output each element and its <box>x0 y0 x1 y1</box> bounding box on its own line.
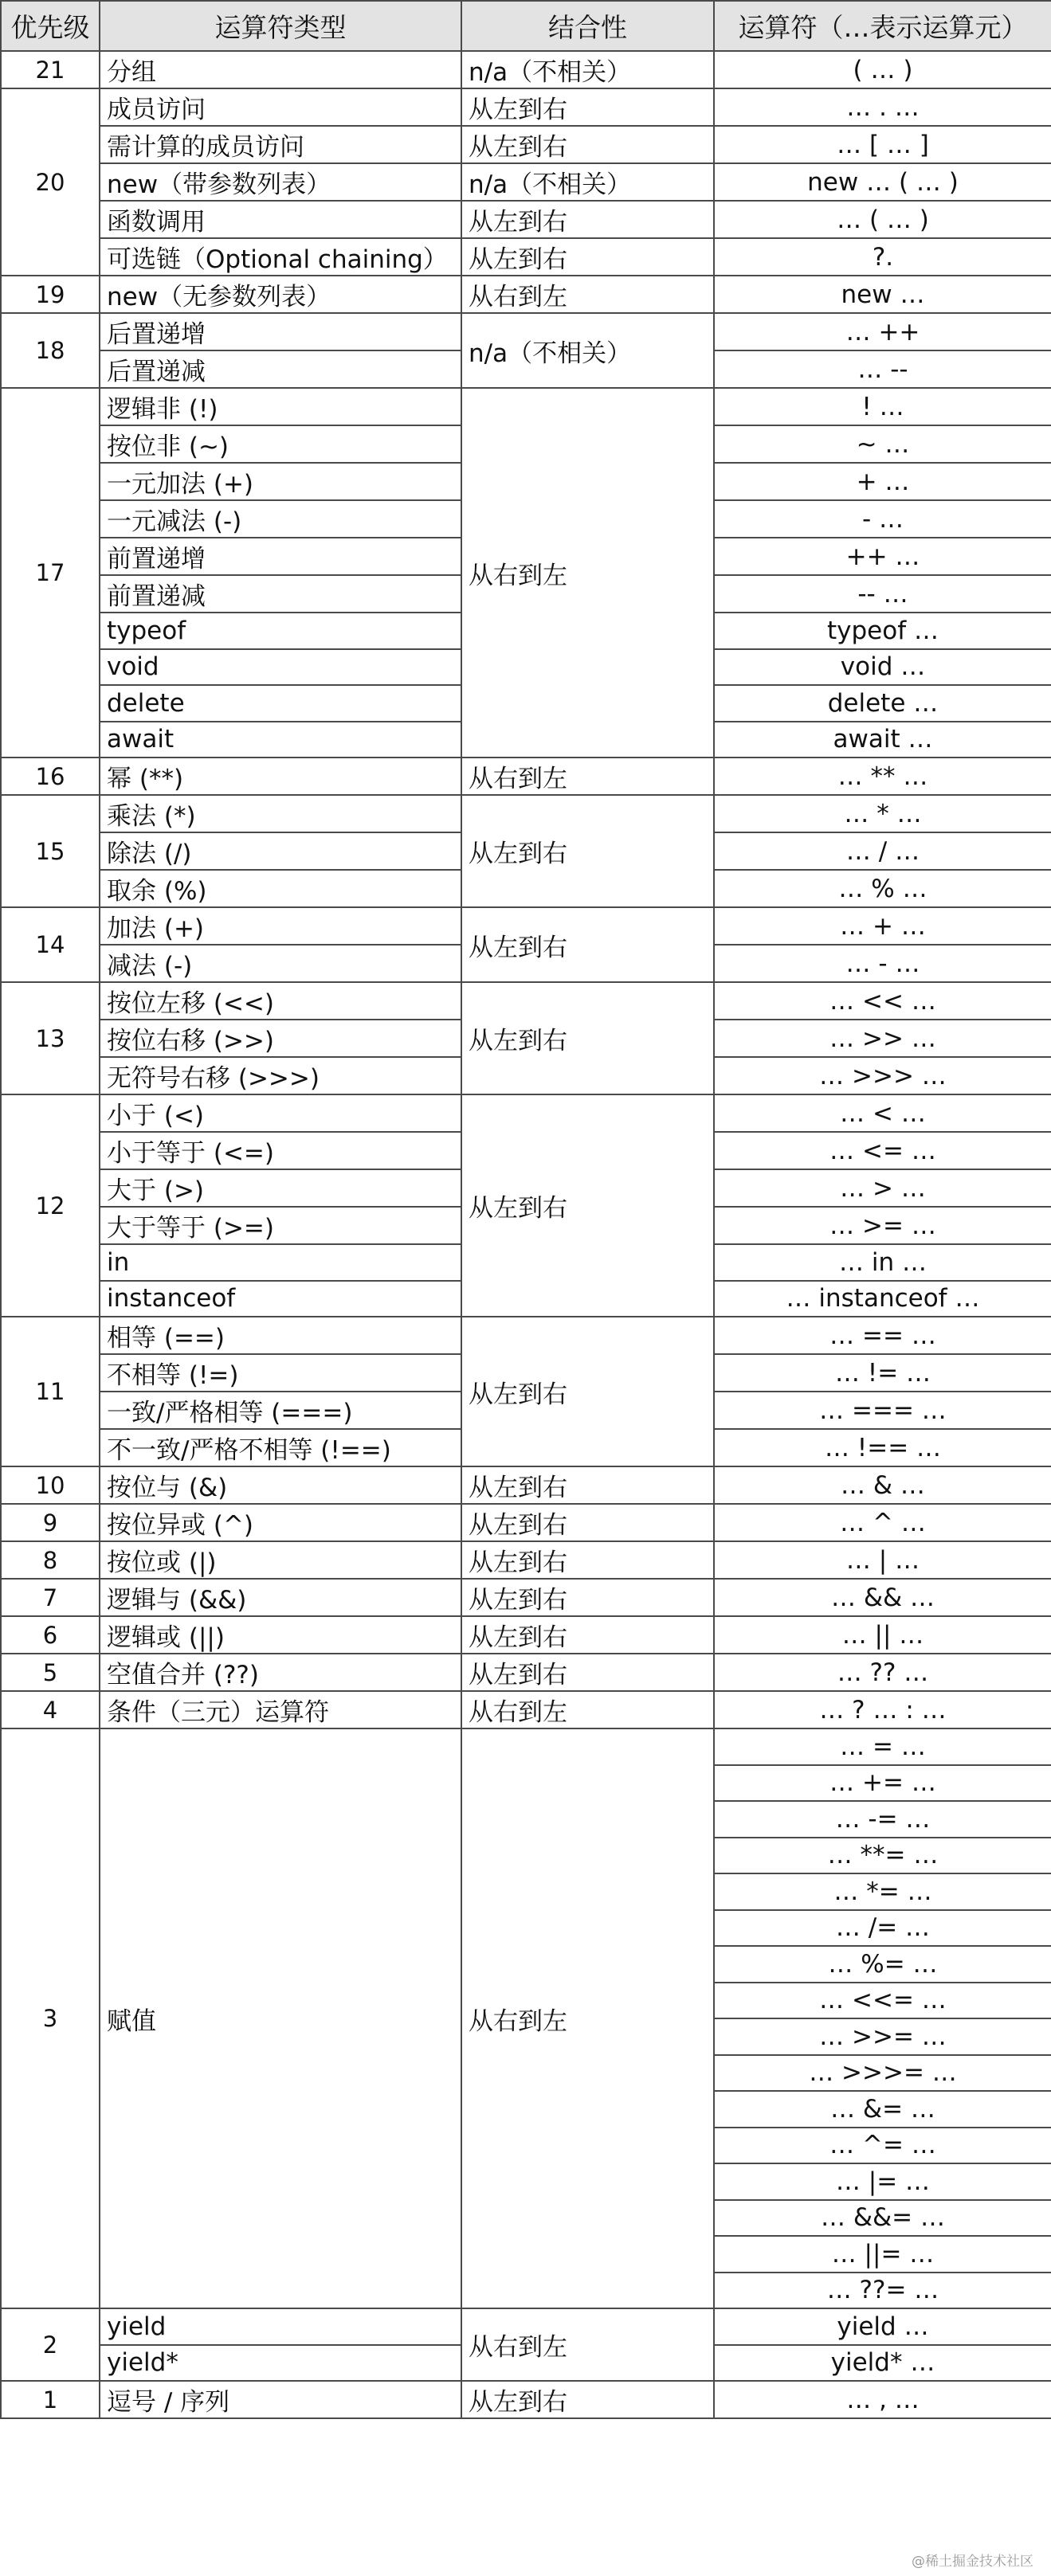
associativity-cell: 从左到右 <box>461 982 714 1094</box>
table-row <box>1 1541 1051 1579</box>
operator-syntax-cell: … === … <box>714 1392 1051 1429</box>
operator-syntax-cell: … -- <box>714 350 1051 388</box>
associativity-cell: 从左到右 <box>461 1541 714 1579</box>
precedence-cell: 1 <box>1 2381 100 2418</box>
operator-type-cell: 小于等于 (<=) <box>100 1132 461 1169</box>
operator-syntax-cell: delete … <box>714 685 1051 722</box>
table-row <box>1 313 1051 350</box>
operator-syntax-cell: … += … <box>714 1765 1051 1802</box>
operator-syntax-cell: … <<= … <box>714 1983 1051 2019</box>
operator-type-cell: 按位与 (&) <box>100 1466 461 1504</box>
associativity-cell: 从左到右 <box>461 88 714 126</box>
operator-type-cell: 需计算的成员访问 <box>100 126 461 163</box>
associativity-cell: 从右到左 <box>461 276 714 313</box>
operator-syntax-cell: new … <box>714 276 1051 313</box>
precedence-cell: 20 <box>1 88 100 276</box>
precedence-cell: 3 <box>1 1728 100 2308</box>
precedence-cell: 11 <box>1 1317 100 1466</box>
operator-syntax-cell: … ?? … <box>714 1654 1051 1691</box>
operator-syntax-cell: … /= … <box>714 1910 1051 1947</box>
associativity-cell: 从左到右 <box>461 1094 714 1317</box>
operator-syntax-cell: … instanceof … <box>714 1281 1051 1317</box>
associativity-cell: 从左到右 <box>461 1579 714 1616</box>
operator-type-cell: 小于 (<) <box>100 1094 461 1132</box>
operator-type-cell: new（无参数列表） <box>100 276 461 313</box>
operator-syntax-cell: … ??= … <box>714 2273 1051 2309</box>
operator-syntax-cell: … >>> … <box>714 1057 1051 1094</box>
operator-syntax-cell: … ++ <box>714 313 1051 350</box>
table-body <box>1 51 1051 2418</box>
operator-type-cell: 可选链（Optional chaining） <box>100 238 461 276</box>
operator-type-cell: new（带参数列表） <box>100 163 461 201</box>
operator-syntax-cell: … && … <box>714 1579 1051 1616</box>
operator-syntax-cell: - … <box>714 500 1051 538</box>
operator-syntax-cell: … |= … <box>714 2163 1051 2200</box>
operator-type-cell: 前置递增 <box>100 538 461 575</box>
table-row <box>1 1466 1051 1504</box>
associativity-cell: 从左到右 <box>461 795 714 907</box>
precedence-cell: 9 <box>1 1504 100 1541</box>
table-row <box>1 1317 1051 1354</box>
precedence-cell: 2 <box>1 2308 100 2381</box>
operator-type-cell: 除法 (/) <box>100 832 461 870</box>
operator-type-cell: 成员访问 <box>100 88 461 126</box>
operator-type-cell: instanceof <box>100 1281 461 1317</box>
operator-syntax-cell: … in … <box>714 1244 1051 1281</box>
header-operator: 运算符（…表示运算元） <box>714 1 1051 51</box>
table-row <box>1 388 1051 425</box>
associativity-cell: 从左到右 <box>461 126 714 163</box>
associativity-cell: 从左到右 <box>461 238 714 276</box>
operator-type-cell: 一元减法 (-) <box>100 500 461 538</box>
operator-type-cell: 按位非 (~) <box>100 425 461 463</box>
operator-type-cell: 后置递增 <box>100 313 461 350</box>
operator-syntax-cell: ++ … <box>714 538 1051 575</box>
operator-type-cell: 后置递减 <box>100 350 461 388</box>
operator-type-cell: 幂 (**) <box>100 758 461 795</box>
operator-syntax-cell: -- … <box>714 575 1051 613</box>
precedence-cell: 19 <box>1 276 100 313</box>
operator-syntax-cell: … == … <box>714 1317 1051 1354</box>
operator-syntax-cell: … . … <box>714 88 1051 126</box>
precedence-cell: 7 <box>1 1579 100 1616</box>
associativity-cell: n/a（不相关） <box>461 313 714 388</box>
operator-type-cell: 按位异或 (^) <box>100 1504 461 1541</box>
table-row <box>1 2308 1051 2345</box>
operator-syntax-cell: … != … <box>714 1354 1051 1392</box>
table-row <box>1 1094 1051 1132</box>
operator-type-cell: 大于 (>) <box>100 1169 461 1207</box>
table-row <box>1 2381 1051 2418</box>
operator-type-cell: 大于等于 (>=) <box>100 1207 461 1244</box>
precedence-cell: 8 <box>1 1541 100 1579</box>
table-row <box>1 1654 1051 1691</box>
operator-type-cell: 按位左移 (<<) <box>100 982 461 1020</box>
precedence-cell: 5 <box>1 1654 100 1691</box>
table-row <box>1 163 1051 201</box>
header-precedence: 优先级 <box>1 1 100 51</box>
operator-type-cell: 赋值 <box>100 1728 461 2308</box>
precedence-cell: 13 <box>1 982 100 1094</box>
operator-type-cell: 逻辑与 (&&) <box>100 1579 461 1616</box>
operator-type-cell: 分组 <box>100 51 461 88</box>
associativity-cell: 从右到左 <box>461 2308 714 2381</box>
precedence-cell: 6 <box>1 1616 100 1654</box>
precedence-cell: 16 <box>1 758 100 795</box>
operator-type-cell: 逗号 / 序列 <box>100 2381 461 2418</box>
operator-syntax-cell: … &= … <box>714 2091 1051 2128</box>
precedence-cell: 10 <box>1 1466 100 1504</box>
operator-type-cell: 取余 (%) <box>100 870 461 907</box>
table-row <box>1 795 1051 832</box>
operator-type-cell: 不一致/严格不相等 (!==) <box>100 1429 461 1466</box>
watermark: @稀土掘金技术社区 <box>912 2554 1033 2570</box>
associativity-cell: 从右到左 <box>461 758 714 795</box>
operator-type-cell: 函数调用 <box>100 201 461 238</box>
table-row <box>1 1691 1051 1728</box>
operator-type-cell: 逻辑或 (||) <box>100 1616 461 1654</box>
operator-syntax-cell: … || … <box>714 1616 1051 1654</box>
operator-syntax-cell: new … ( … ) <box>714 163 1051 201</box>
operator-syntax-cell: ~ … <box>714 425 1051 463</box>
operator-syntax-cell: ( … ) <box>714 51 1051 88</box>
operator-syntax-cell: await … <box>714 722 1051 758</box>
table-row <box>1 201 1051 238</box>
table-row <box>1 907 1051 945</box>
operator-syntax-cell: … ( … ) <box>714 201 1051 238</box>
precedence-cell: 4 <box>1 1691 100 1728</box>
operator-syntax-cell: yield* … <box>714 2345 1051 2382</box>
precedence-cell: 21 <box>1 51 100 88</box>
operator-syntax-cell: … **= … <box>714 1838 1051 1874</box>
operator-syntax-cell: + … <box>714 463 1051 500</box>
table-row <box>1 238 1051 276</box>
operator-syntax-cell: … &&= … <box>714 2200 1051 2237</box>
operator-syntax-cell: … >= … <box>714 1207 1051 1244</box>
operator-type-cell: 条件（三元）运算符 <box>100 1691 461 1728</box>
operator-syntax-cell: … <= … <box>714 1132 1051 1169</box>
operator-type-cell: typeof <box>100 613 461 649</box>
header-row <box>1 1 1051 51</box>
table-row <box>1 126 1051 163</box>
operator-syntax-cell: typeof … <box>714 613 1051 649</box>
table-row <box>1 1728 1051 1765</box>
table-row <box>1 51 1051 88</box>
table-header <box>1 1 1051 51</box>
operator-syntax-cell: … [ … ] <box>714 126 1051 163</box>
operator-type-cell: 乘法 (*) <box>100 795 461 832</box>
table-row <box>1 1579 1051 1616</box>
operator-syntax-cell: void … <box>714 649 1051 686</box>
operator-syntax-cell: … * … <box>714 795 1051 832</box>
operator-syntax-cell: yield … <box>714 2308 1051 2345</box>
precedence-cell: 17 <box>1 388 100 758</box>
operator-syntax-cell: … %= … <box>714 1946 1051 1983</box>
table-row <box>1 982 1051 1020</box>
operator-type-cell: in <box>100 1244 461 1281</box>
operator-type-cell: 不相等 (!=) <box>100 1354 461 1392</box>
operator-syntax-cell: … -= … <box>714 1801 1051 1838</box>
associativity-cell: 从左到右 <box>461 1317 714 1466</box>
precedence-cell: 12 <box>1 1094 100 1317</box>
associativity-cell: n/a（不相关） <box>461 51 714 88</box>
precedence-cell: 15 <box>1 795 100 907</box>
table-row <box>1 758 1051 795</box>
operator-syntax-cell: … + … <box>714 907 1051 945</box>
associativity-cell: 从右到左 <box>461 1728 714 2308</box>
operator-syntax-cell: … , … <box>714 2381 1051 2418</box>
associativity-cell: n/a（不相关） <box>461 163 714 201</box>
associativity-cell: 从左到右 <box>461 1654 714 1691</box>
header-associativity: 结合性 <box>461 1 714 51</box>
operator-syntax-cell: … / … <box>714 832 1051 870</box>
associativity-cell: 从左到右 <box>461 1616 714 1654</box>
operator-type-cell: yield* <box>100 2345 461 2382</box>
header-operator-type: 运算符类型 <box>100 1 461 51</box>
operator-type-cell: 前置递减 <box>100 575 461 613</box>
operator-syntax-cell: … ^= … <box>714 2128 1051 2164</box>
operator-syntax-cell: … & … <box>714 1466 1051 1504</box>
operator-syntax-cell: … >> … <box>714 1020 1051 1057</box>
operator-type-cell: 无符号右移 (>>>) <box>100 1057 461 1094</box>
operator-syntax-cell: … >>>= … <box>714 2055 1051 2092</box>
operator-syntax-cell: … < … <box>714 1094 1051 1132</box>
associativity-cell: 从左到右 <box>461 1466 714 1504</box>
operator-syntax-cell: … *= … <box>714 1873 1051 1910</box>
operator-type-cell: 一元加法 (+) <box>100 463 461 500</box>
operator-syntax-cell: … = … <box>714 1728 1051 1765</box>
operator-syntax-cell: … !== … <box>714 1429 1051 1466</box>
associativity-cell: 从左到右 <box>461 201 714 238</box>
operator-syntax-cell: … << … <box>714 982 1051 1020</box>
operator-syntax-cell: … ** … <box>714 758 1051 795</box>
operator-syntax-cell: … > … <box>714 1169 1051 1207</box>
operator-type-cell: await <box>100 722 461 758</box>
associativity-cell: 从左到右 <box>461 1504 714 1541</box>
precedence-cell: 14 <box>1 907 100 982</box>
operator-syntax-cell: … ||= … <box>714 2236 1051 2273</box>
table-row <box>1 276 1051 313</box>
operator-type-cell: 按位或 (|) <box>100 1541 461 1579</box>
operator-syntax-cell: … >>= … <box>714 2018 1051 2055</box>
operator-syntax-cell: … ? … : … <box>714 1691 1051 1728</box>
associativity-cell: 从左到右 <box>461 2381 714 2418</box>
operator-type-cell: 减法 (-) <box>100 945 461 982</box>
operator-syntax-cell: ! … <box>714 388 1051 425</box>
operator-type-cell: 加法 (+) <box>100 907 461 945</box>
operator-type-cell: 一致/严格相等 (===) <box>100 1392 461 1429</box>
table-row <box>1 1616 1051 1654</box>
operator-type-cell: void <box>100 649 461 686</box>
operator-type-cell: yield <box>100 2308 461 2345</box>
operator-type-cell: 按位右移 (>>) <box>100 1020 461 1057</box>
operator-type-cell: 空值合并 (??) <box>100 1654 461 1691</box>
operator-syntax-cell: … - … <box>714 945 1051 982</box>
associativity-cell: 从右到左 <box>461 388 714 758</box>
operator-syntax-cell: … ^ … <box>714 1504 1051 1541</box>
operator-type-cell: delete <box>100 685 461 722</box>
operator-syntax-cell: ?. <box>714 238 1051 276</box>
operator-type-cell: 逻辑非 (!) <box>100 388 461 425</box>
table-row <box>1 1504 1051 1541</box>
operator-syntax-cell: … % … <box>714 870 1051 907</box>
operator-type-cell: 相等 (==) <box>100 1317 461 1354</box>
table-row <box>1 88 1051 126</box>
associativity-cell: 从右到左 <box>461 1691 714 1728</box>
associativity-cell: 从左到右 <box>461 907 714 982</box>
operator-syntax-cell: … | … <box>714 1541 1051 1579</box>
precedence-cell: 18 <box>1 313 100 388</box>
